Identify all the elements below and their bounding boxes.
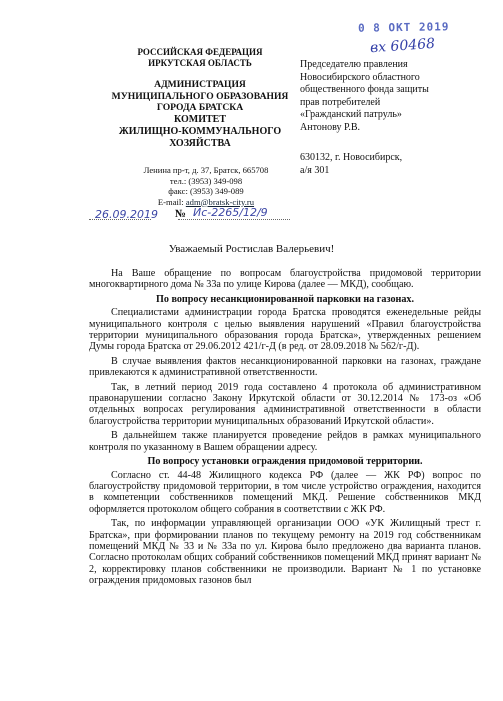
sender-country: РОССИЙСКАЯ ФЕДЕРАЦИЯ <box>137 47 263 57</box>
registration-number: Ис-2265/12/9 <box>193 206 268 219</box>
admin-line-1: АДМИНИСТРАЦИЯ <box>154 79 246 90</box>
body-paragraph-1: На Ваше обращение по вопросам благоустройства придомовой территории многоквартирного дома № 33а по улице Кирова (далее — МКД), сообщаю. <box>89 268 481 291</box>
recipient-line-1: Председателю правления <box>300 59 408 70</box>
body-paragraph-3: В случае выявления фактов несанкционированной парковки на газонах, граждане привлекаются к административной ответственности. <box>89 355 481 379</box>
recipient-name: Антонову Р.В. <box>300 121 361 133</box>
body-paragraph-5: В дальнейшем также планируется проведение рейдов в рамках муниципального контроля по указанному в Вашем обращении адресу. <box>89 430 481 453</box>
admin-line-2: МУНИЦИПАЛЬНОГО ОБРАЗОВАНИЯ <box>111 90 289 102</box>
sender-email[interactable]: adm@bratsk-city.ru <box>185 196 255 207</box>
recipient-address-line-1: 630132, г. Новосибирск, <box>300 152 403 163</box>
sender-administration-block <box>100 79 300 114</box>
body-paragraph-4: Так, в летний период 2019 года составлено 4 протокола об административном правонарушении согласно Закону Иркутской области от 30.12.2014 № 173-оз «Об отдельных вопросах регулирования административной ответственности в области благоустройства территории муниципальных образований Иркутской области». <box>89 381 481 427</box>
recipient-line-3: общественного фонда защиты <box>300 84 429 96</box>
email-label: E-mail: <box>157 196 186 207</box>
recipient-block <box>300 59 490 135</box>
sender-contacts <box>106 165 306 207</box>
incoming-date-stamp: 0 8 ОКТ 2019 <box>357 20 450 35</box>
committee-line-2: ЖИЛИЩНО-КОММУНАЛЬНОГО <box>118 126 282 137</box>
letter-body <box>89 268 481 590</box>
committee-line-3: ХОЗЯЙСТВА <box>169 138 231 149</box>
sender-country-block <box>100 47 300 69</box>
sender-phone: тел.: (3953) 349-098 <box>169 175 243 186</box>
sender-fax: факс: (3953) 349-089 <box>168 186 244 196</box>
recipient-line-5: «Гражданский патруль» <box>300 109 402 121</box>
sender-region: ИРКУТСКАЯ ОБЛАСТЬ <box>148 58 252 68</box>
salutation: Уважаемый Ростислав Валерьевич! <box>168 243 335 255</box>
section-heading-fencing: По вопросу установки ограждения придомовой территории. <box>147 456 423 468</box>
recipient-line-4: прав потребителей <box>300 96 381 108</box>
section-heading-parking: По вопросу несанкционированной парковки на газонах. <box>155 293 415 305</box>
sender-committee-block <box>100 114 300 150</box>
recipient-address-line-2: а/я 301 <box>300 164 330 176</box>
body-paragraph-7: Так, по информации управляющей организации ООО «УК Жилищный трест г. Братска», при формировании планов по текущему ремонту на 2019 год собственникам помещений МКД № 33 и № 33а по ул. Кирова было предложено два варианта планов. Согласно протоколам общих собраний собственников помещений МКД принят вариант № 2, корректировку планов собственники не производили. Вариант № 1 по установке ограждения придомовых газонов был <box>89 518 481 587</box>
registration-number-label: № <box>175 208 187 220</box>
body-paragraph-6: Согласно ст. 44-48 Жилищного кодекса РФ (далее — ЖК РФ) вопрос по благоустройству придомовой территории, в том числе устройство ограждения, находится в компетенции собственников помещений МКД. Решение собственников МКД оформляется протоколом общего собрания в соответствии с ЖК РФ. <box>89 469 481 515</box>
incoming-number-handwritten: вх 60468 <box>369 35 436 57</box>
admin-line-3: ГОРОДА БРАТСКА <box>156 102 244 113</box>
body-paragraph-2: Специалистами администрации города Братска проводятся еженедельные рейды муниципального контроля с целью выявления нарушений «Правил благоустройства территории муниципального образования города Братска», утвержденных решением Думы города Братска от 29.06.2012 421/г-Д (в ред. от 28.09.2018 № 562/г-Д). <box>89 307 481 353</box>
recipient-address <box>300 152 490 177</box>
sender-address: Ленина пр-т, д. 37, Братск, 665708 <box>143 165 269 175</box>
committee-line-1: КОМИТЕТ <box>173 114 226 125</box>
registration-date: 26.09.2019 <box>95 208 158 221</box>
recipient-line-2: Новосибирского областного <box>300 71 420 83</box>
